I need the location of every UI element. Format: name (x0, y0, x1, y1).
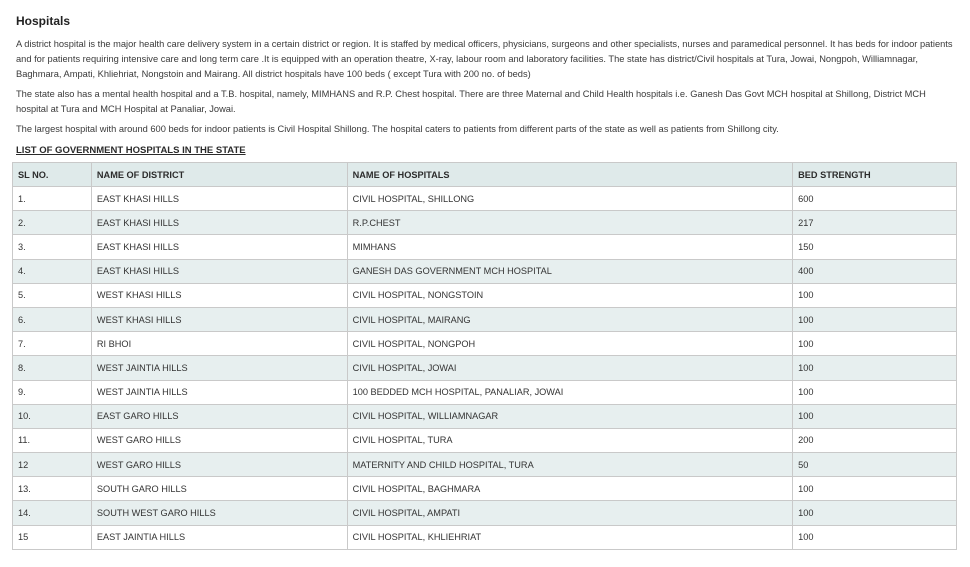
cell-district: WEST KHASI HILLS (91, 283, 347, 307)
table-row (13, 332, 957, 356)
intro-paragraph-2: The state also has a mental health hospital and a T.B. hospital, namely, MIMHANS and R.P. Chest hospital. There are three Maternal and Child Health hospitals i.e. Ganesh Das Govt MCH hospital at Shillong, District MCH hospital at Tura and MCH Hospital at Panaliar, Jowai. (16, 89, 926, 114)
intro-paragraph-1: A district hospital is the major health care delivery system in a certain district or region. It is staffed by medical officers, physicians, surgeons and other specialists, nurses and paramedical personnel. It has beds for indoor patients and for patients requiring intensive care and long term care .It is equipped with an operation theatre, X-ray, labour room and laboratory facilities. The state has district/Civil hospitals at Tura, Jowai, Nongpoh, Williamnagar, Baghmara, Ampati, Khliehriat, Nongstoin and Mairang. All district hospitals have 100 beds ( except Tura with 200 no. of beds) (16, 39, 953, 79)
cell-district: WEST GARO HILLS (91, 453, 347, 477)
table-row (13, 211, 957, 235)
cell-hospital: GANESH DAS GOVERNMENT MCH HOSPITAL (347, 259, 793, 283)
cell-hospital: CIVIL HOSPITAL, KHLIEHRIAT (347, 525, 793, 549)
table-row (13, 404, 957, 428)
cell-bed-strength: 100 (793, 525, 957, 549)
cell-district: WEST JAINTIA HILLS (91, 356, 347, 380)
cell-bed-strength: 100 (793, 477, 957, 501)
cell-bed-strength: 100 (793, 501, 957, 525)
cell-sl-no: 5. (13, 283, 92, 307)
cell-district: EAST KHASI HILLS (91, 187, 347, 211)
table-row (13, 501, 957, 525)
cell-district: EAST GARO HILLS (91, 404, 347, 428)
cell-bed-strength: 600 (793, 187, 957, 211)
cell-hospital: CIVIL HOSPITAL, TURA (347, 428, 793, 452)
cell-hospital: CIVIL HOSPITAL, AMPATI (347, 501, 793, 525)
cell-bed-strength: 50 (793, 453, 957, 477)
header-district: NAME OF DISTRICT (91, 163, 347, 187)
table-row (13, 477, 957, 501)
header-hospital: NAME OF HOSPITALS (347, 163, 793, 187)
cell-bed-strength: 150 (793, 235, 957, 259)
cell-sl-no: 10. (13, 404, 92, 428)
cell-hospital: CIVIL HOSPITAL, WILLIAMNAGAR (347, 404, 793, 428)
cell-bed-strength: 100 (793, 307, 957, 331)
cell-bed-strength: 400 (793, 259, 957, 283)
header-sl-no: SL NO. (13, 163, 92, 187)
cell-hospital: R.P.CHEST (347, 211, 793, 235)
cell-hospital: CIVIL HOSPITAL, MAIRANG (347, 307, 793, 331)
table-row (13, 356, 957, 380)
cell-sl-no: 7. (13, 332, 92, 356)
cell-hospital: CIVIL HOSPITAL, BAGHMARA (347, 477, 793, 501)
cell-hospital: CIVIL HOSPITAL, SHILLONG (347, 187, 793, 211)
cell-sl-no: 8. (13, 356, 92, 380)
cell-sl-no: 14. (13, 501, 92, 525)
cell-sl-no: 3. (13, 235, 92, 259)
cell-hospital: CIVIL HOSPITAL, NONGSTOIN (347, 283, 793, 307)
hospital-list-title: LIST OF GOVERNMENT HOSPITALS IN THE STATE (16, 145, 246, 156)
cell-bed-strength: 217 (793, 211, 957, 235)
table-row (13, 428, 957, 452)
cell-district: RI BHOI (91, 332, 347, 356)
table-row (13, 283, 957, 307)
table-row (13, 307, 957, 331)
cell-district: WEST GARO HILLS (91, 428, 347, 452)
cell-sl-no: 9. (13, 380, 92, 404)
cell-district: EAST KHASI HILLS (91, 211, 347, 235)
cell-hospital: CIVIL HOSPITAL, NONGPOH (347, 332, 793, 356)
table-header-row (13, 163, 957, 187)
cell-bed-strength: 100 (793, 332, 957, 356)
cell-sl-no: 1. (13, 187, 92, 211)
cell-hospital: MIMHANS (347, 235, 793, 259)
cell-bed-strength: 100 (793, 380, 957, 404)
cell-district: EAST JAINTIA HILLS (91, 525, 347, 549)
table-row (13, 453, 957, 477)
cell-sl-no: 12 (13, 453, 92, 477)
cell-hospital: MATERNITY AND CHILD HOSPITAL, TURA (347, 453, 793, 477)
page-title: Hospitals (16, 14, 71, 28)
cell-district: EAST KHASI HILLS (91, 259, 347, 283)
cell-sl-no: 4. (13, 259, 92, 283)
table-row (13, 525, 957, 549)
cell-district: WEST KHASI HILLS (91, 307, 347, 331)
cell-bed-strength: 200 (793, 428, 957, 452)
cell-hospital: 100 BEDDED MCH HOSPITAL, PANALIAR, JOWAI (347, 380, 793, 404)
cell-district: SOUTH GARO HILLS (91, 477, 347, 501)
table-body (13, 187, 957, 550)
table-row (13, 380, 957, 404)
cell-sl-no: 2. (13, 211, 92, 235)
cell-bed-strength: 100 (793, 283, 957, 307)
cell-district: EAST KHASI HILLS (91, 235, 347, 259)
cell-sl-no: 11. (13, 428, 92, 452)
header-bed-strength: BED STRENGTH (793, 163, 957, 187)
table-row (13, 235, 957, 259)
intro-paragraph-3: The largest hospital with around 600 beds for indoor patients is Civil Hospital Shillong. The hospital caters to patients from different parts of the state as well as patients from Shillong city. (16, 124, 779, 134)
cell-bed-strength: 100 (793, 356, 957, 380)
table-row (13, 187, 957, 211)
cell-hospital: CIVIL HOSPITAL, JOWAI (347, 356, 793, 380)
cell-district: WEST JAINTIA HILLS (91, 380, 347, 404)
cell-sl-no: 15 (13, 525, 92, 549)
hospitals-table (12, 162, 957, 550)
table-row (13, 259, 957, 283)
cell-bed-strength: 100 (793, 404, 957, 428)
cell-district: SOUTH WEST GARO HILLS (91, 501, 347, 525)
cell-sl-no: 13. (13, 477, 92, 501)
cell-sl-no: 6. (13, 307, 92, 331)
